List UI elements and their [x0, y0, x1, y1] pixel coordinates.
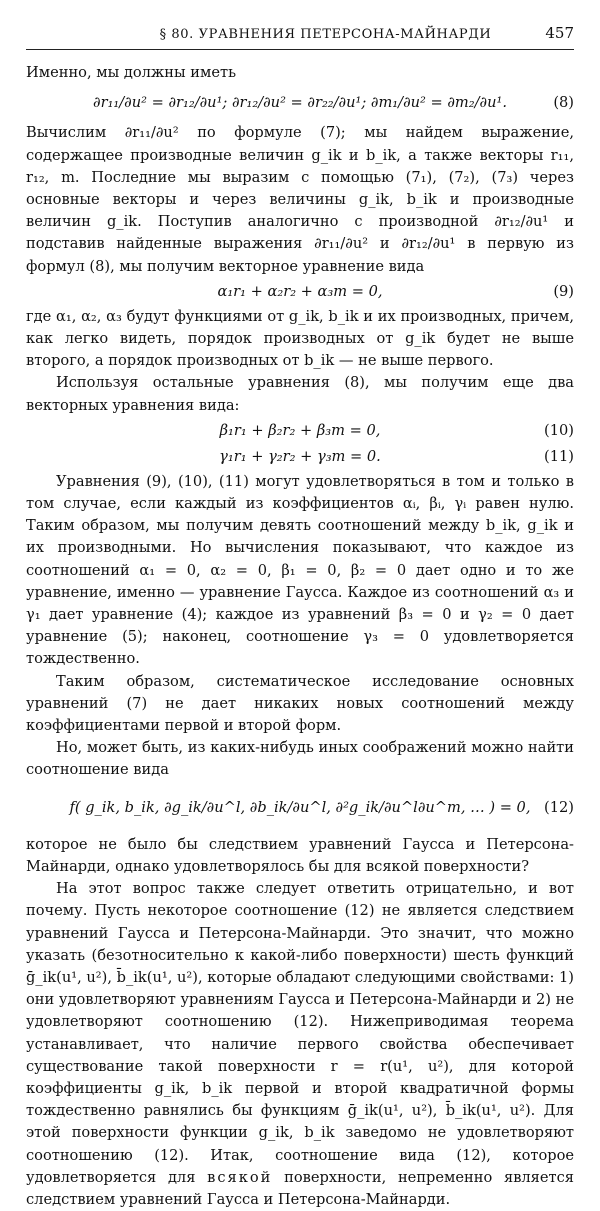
- section-title: § 80. УРАВНЕНИЯ ПЕТЕРСОНА-МАЙНАРДИ: [159, 27, 492, 42]
- page-number: 457: [545, 24, 574, 42]
- equation-10-number: (10): [544, 421, 574, 439]
- paragraph-2: Вычислим ∂r₁₁/∂u² по формуле (7); мы найдем выражение, содержащее производные величин g_ik и b_ik, а также векторы r₁₁, r₁₂, m. Последние мы выразим с помощью (7₁), (7₂), (7₃) через основные векторы и через величины g_ik, b_ik и производные величин g_ik. Поступив аналогично с производной ∂r₁₂/∂u¹ и подставив найденные выражения ∂r₁₁/∂u² и ∂r₁₂/∂u¹ в первую из формул (8), мы получим векторное уравнение вида: [26, 124, 574, 275]
- page: [26, 22, 574, 1211]
- equation-8: [26, 86, 574, 120]
- equation-9: [26, 280, 574, 304]
- paragraph-8: которое не было бы следствием уравнений Гаусса и Петерсона-Майнарди, однако удовлетворялось бы для всякой поверхности?: [26, 835, 574, 875]
- equation-12-body: f( g_ik, b_ik, ∂g_ik/∂u^l, ∂b_ik/∂u^l, ∂²g_ik/∂u^l∂u^m, … ) = 0,: [69, 798, 531, 816]
- equation-10-body: β₁r₁ + β₂r₂ + β₃m = 0,: [219, 421, 381, 439]
- paragraph-5: Уравнения (9), (10), (11) могут удовлетворяться в том и только в том случае, если каждый из коэффициентов αᵢ, βᵢ, γᵢ равен нулю. Таким образом, мы получим девять соотношений между b_ik, g_ik и их производными. Но вычисления показывают, что каждое из соотношений α₁ = 0, α₂ = 0, β₁ = 0, β₂ = 0 дает одно и то же уравнение, именно — уравнение Гаусса. Каждое из соотношений α₃ и γ₁ дает уравнение (4); каждое из уравнений β₃ = 0 и γ₂ = 0 дает уравнение (5); наконец, соотношение γ₃ = 0 удовлетворяется тождественно.: [26, 472, 574, 668]
- equation-12-number: (12): [544, 798, 574, 816]
- paragraph-6: Таким образом, систематическое исследование основных уравнений (7) не дает никаких новых соотношений между коэффициентами первой и второй форм.: [26, 672, 574, 735]
- equation-9-body: α₁r₁ + α₂r₂ + α₃m = 0,: [217, 282, 383, 300]
- equation-8-number: (8): [553, 94, 574, 112]
- emphasis-every: всякой: [207, 1168, 273, 1186]
- paragraph-4: Используя остальные уравнения (8), мы получим еще два векторных уравнения вида:: [26, 374, 574, 414]
- equation-8-body: ∂r₁₁/∂u² = ∂r₁₂/∂u¹; ∂r₁₂/∂u² = ∂r₂₂/∂u¹; ∂m₁/∂u² = ∂m₂/∂u¹.: [93, 94, 507, 112]
- equation-11-number: (11): [544, 447, 574, 465]
- equation-11: [26, 445, 574, 469]
- running-header: [26, 22, 574, 50]
- paragraph-1: Именно, мы должны иметь: [26, 64, 237, 82]
- paragraph-3: где α₁, α₂, α₃ будут функциями от g_ik, b_ik и их производных, причем, как легко видеть, порядок производных от g_ik будет не выше второго, а порядок производных от b_ik — не выше первого.: [26, 307, 574, 370]
- paragraph-7: Но, может быть, из каких-нибудь иных соображений можно найти соотношение вида: [26, 739, 574, 779]
- equation-10: [26, 419, 574, 443]
- equation-9-number: (9): [553, 282, 574, 300]
- paragraph-9: На этот вопрос также следует ответить отрицательно, и вот почему. Пусть некоторое соотношение (12) не является следствием уравнений Гаусса и Петерсона-Майнарди. Это значит, что можно указать (безотносительно к какой-либо поверхности) шесть функций ḡ_ik(u¹, u²), b̄_ik(u¹, u²), которые обладают следующими свойствами: 1) они удовлетворяют уравнениям Гаусса и Петерсона-Майнарди и 2) не удовлетворяют соотношению (12). Нижеприводимая теорема устанавливает, что наличие первого свойства обеспечивает существование такой поверхности r = r(u¹, u²), для которой коэффициенты g_ik, b_ik первой и второй квадратичной формы тождественно равнялись бы функциям ḡ_ik(u¹, u²), b̄_ik(u¹, u²). Для этой поверхности функции g_ik, b_ik заведомо не удовлетворяют соотношению (12). Итак, соотношение вида (12), которое удовлетворяется для всякой поверхности, непременно является следствием уравнений Гаусса и Петерсона-Майнарди.: [26, 880, 574, 1208]
- equation-12: [26, 788, 574, 828]
- equation-11-body: γ₁r₁ + γ₂r₂ + γ₃m = 0.: [219, 447, 381, 465]
